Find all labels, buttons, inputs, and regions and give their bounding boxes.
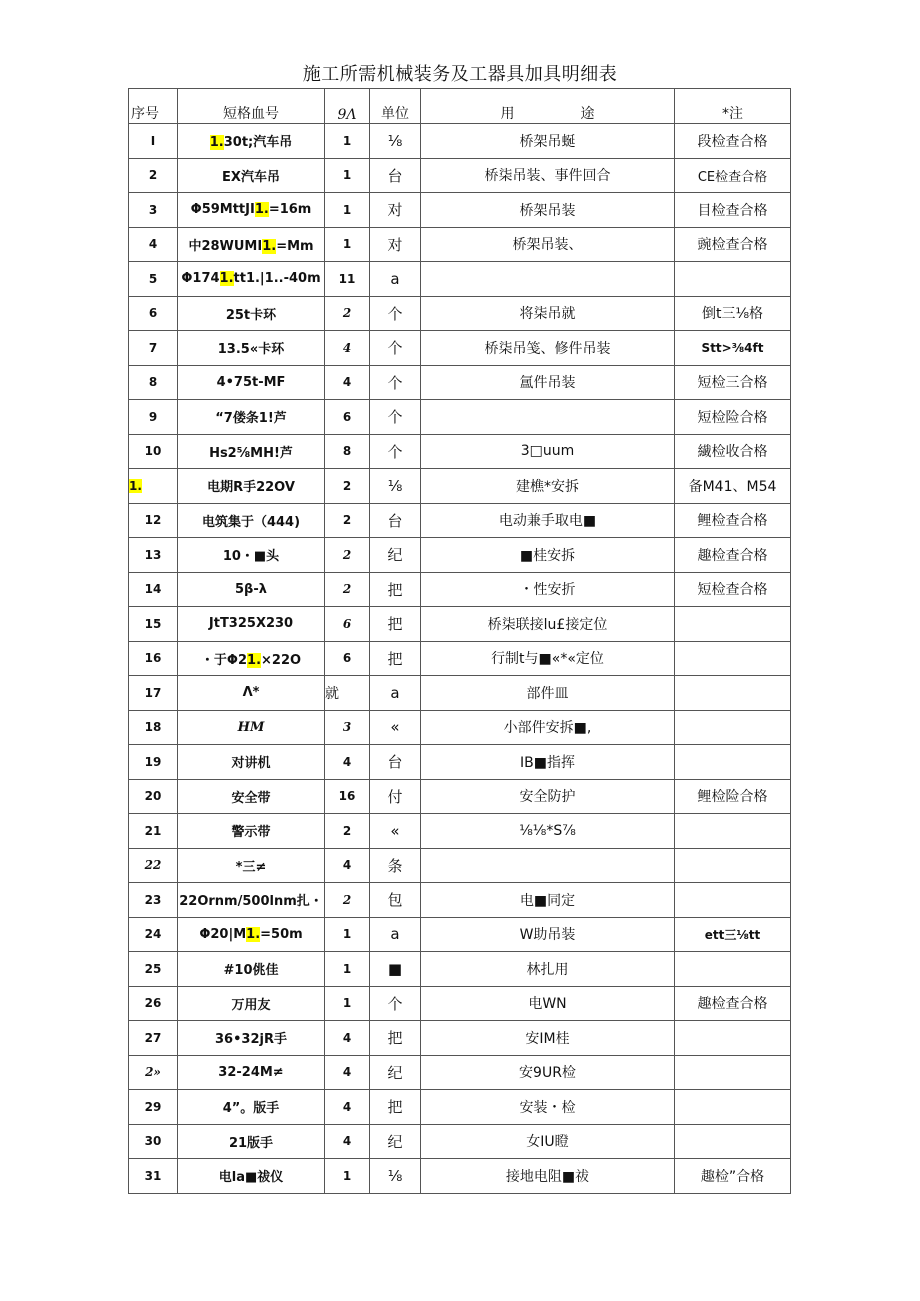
spec-text: 警示带 [231, 825, 271, 841]
cell-no: 20 [129, 779, 178, 814]
spec-text-suffix: =50m [260, 926, 303, 942]
cell-unit: 个 [370, 400, 421, 435]
cell-unit: 个 [370, 331, 421, 366]
spec-text: EX汽车吊 [222, 169, 280, 185]
cell-no [129, 469, 178, 504]
cell-qty: 8 [325, 434, 370, 469]
cell-unit: 把 [370, 572, 421, 607]
cell-no: 27 [129, 1021, 178, 1056]
cell-qty: 1 [325, 1159, 370, 1194]
table-row [129, 952, 791, 987]
cell-qty: 就 [325, 676, 370, 711]
spec-text: Λ* [242, 685, 260, 701]
cell-qty: 4 [325, 365, 370, 400]
cell-note [675, 262, 791, 297]
table-row [129, 296, 791, 331]
cell-note [675, 1055, 791, 1090]
header-note: *注 [675, 89, 791, 124]
cell-use: 女IU瞪 [421, 1124, 675, 1159]
cell-note: 短检三合格 [675, 365, 791, 400]
cell-no: 19 [129, 745, 178, 780]
spec-text-suffix: 30t;汽车吊 [223, 135, 293, 151]
spec-highlight: 1. [262, 238, 277, 254]
cell-spec [178, 745, 325, 780]
cell-spec [178, 469, 325, 504]
cell-unit: 台 [370, 503, 421, 538]
cell-spec [178, 124, 325, 159]
cell-unit: 台 [370, 158, 421, 193]
cell-spec [178, 952, 325, 987]
table-row [129, 262, 791, 297]
cell-qty: 1 [325, 124, 370, 159]
cell-note [675, 710, 791, 745]
cell-unit: ⅛ [370, 469, 421, 504]
spec-text: 电期R手22OV [207, 480, 295, 496]
cell-spec [178, 331, 325, 366]
table-row [129, 538, 791, 573]
cell-spec [178, 572, 325, 607]
cell-use: 电WN [421, 986, 675, 1021]
spec-text: 25t卡环 [225, 307, 277, 323]
table-row [129, 745, 791, 780]
table-row [129, 469, 791, 504]
spec-text: 对讲机 [231, 756, 271, 772]
cell-note: 段检查合格 [675, 124, 791, 159]
cell-qty: 2 [325, 814, 370, 849]
cell-spec [178, 779, 325, 814]
cell-note: 备M41、M54 [675, 469, 791, 504]
cell-no: 7 [129, 331, 178, 366]
cell-note: 趣检查合格 [675, 538, 791, 573]
cell-use: IB■指挥 [421, 745, 675, 780]
cell-use: 将柒吊就 [421, 296, 675, 331]
cell-unit: a [370, 262, 421, 297]
cell-no: 13 [129, 538, 178, 573]
cell-no: 18 [129, 710, 178, 745]
cell-use: ⅛⅛*S⅞ [421, 814, 675, 849]
cell-qty: 1 [325, 158, 370, 193]
cell-unit: 把 [370, 1090, 421, 1125]
cell-note: ett三⅛tt [675, 917, 791, 952]
cell-unit: 纪 [370, 1124, 421, 1159]
cell-note: 豌检查合格 [675, 227, 791, 262]
cell-note [675, 1090, 791, 1125]
cell-spec [178, 227, 325, 262]
spec-text: HM [237, 719, 265, 735]
cell-qty: 6 [325, 641, 370, 676]
cell-no: 5 [129, 262, 178, 297]
row-no-highlight: 1. [129, 478, 142, 493]
cell-qty: 4 [325, 1090, 370, 1125]
spec-text: 4”。版手 [222, 1101, 280, 1117]
table-row [129, 572, 791, 607]
table-row [129, 848, 791, 883]
spec-text: Φ20|M [199, 926, 247, 942]
spec-text: Φ59MttJI [190, 202, 255, 218]
cell-unit: 个 [370, 296, 421, 331]
spec-text: JtT325X230 [208, 616, 294, 632]
cell-no: 24 [129, 917, 178, 952]
spec-text: 21版手 [228, 1135, 274, 1151]
cell-unit: 台 [370, 745, 421, 780]
cell-unit: a [370, 676, 421, 711]
cell-note [675, 745, 791, 780]
cell-use: 林扎用 [421, 952, 675, 987]
cell-spec [178, 262, 325, 297]
table-row [129, 883, 791, 918]
cell-qty: 4 [325, 848, 370, 883]
table-row [129, 331, 791, 366]
cell-use: 安9UR检 [421, 1055, 675, 1090]
cell-qty: 2 [325, 572, 370, 607]
cell-unit: 付 [370, 779, 421, 814]
cell-unit: « [370, 710, 421, 745]
cell-spec [178, 814, 325, 849]
cell-use: 接地电阻■祓 [421, 1159, 675, 1194]
cell-no: 10 [129, 434, 178, 469]
cell-unit: 条 [370, 848, 421, 883]
cell-no: 22 [129, 848, 178, 883]
cell-spec [178, 607, 325, 642]
cell-spec [178, 641, 325, 676]
cell-no: 2 [129, 158, 178, 193]
cell-no: I [129, 124, 178, 159]
cell-unit: 纪 [370, 538, 421, 573]
cell-qty: 4 [325, 745, 370, 780]
cell-unit: 个 [370, 986, 421, 1021]
spec-highlight: 1. [247, 652, 262, 668]
page-title: 施工所需机械装务及工器具加具明细表 [302, 64, 618, 85]
cell-note: 鲤检查合格 [675, 503, 791, 538]
table-row [129, 814, 791, 849]
cell-spec [178, 1124, 325, 1159]
cell-qty: 2 [325, 503, 370, 538]
spec-highlight: 1. [219, 271, 234, 287]
cell-use [421, 262, 675, 297]
cell-unit: ■ [370, 952, 421, 987]
cell-spec [178, 1090, 325, 1125]
equipment-table [128, 88, 791, 1194]
cell-unit: 个 [370, 434, 421, 469]
cell-note: CE检查合格 [675, 158, 791, 193]
cell-qty: 2 [325, 469, 370, 504]
cell-use: 桥柒联接lu£接定位 [421, 607, 675, 642]
cell-note: 短检查合格 [675, 572, 791, 607]
table-row [129, 710, 791, 745]
cell-no: 26 [129, 986, 178, 1021]
spec-text: Φ174 [181, 271, 220, 287]
cell-spec [178, 158, 325, 193]
cell-spec [178, 296, 325, 331]
cell-note: 短检险合格 [675, 400, 791, 435]
cell-no: 25 [129, 952, 178, 987]
cell-use: 电■同定 [421, 883, 675, 918]
cell-unit: 对 [370, 193, 421, 228]
cell-use: 安全防护 [421, 779, 675, 814]
spec-text: 安全带 [231, 790, 271, 806]
spec-text: Hs2⅝MH!芦 [209, 445, 293, 461]
cell-unit: ⅛ [370, 1159, 421, 1194]
cell-note [675, 952, 791, 987]
spec-text: 电la■祓仪 [218, 1170, 284, 1186]
table-row [129, 607, 791, 642]
table-row [129, 193, 791, 228]
cell-spec [178, 676, 325, 711]
cell-use: 安装・检 [421, 1090, 675, 1125]
table-row [129, 227, 791, 262]
cell-unit: 个 [370, 365, 421, 400]
cell-qty: 2 [325, 296, 370, 331]
cell-note: 倒t三⅛格 [675, 296, 791, 331]
cell-spec [178, 1055, 325, 1090]
cell-qty: 6 [325, 400, 370, 435]
spec-text: 中28WUMI [188, 238, 263, 254]
cell-note: 目检查合格 [675, 193, 791, 228]
cell-unit: 对 [370, 227, 421, 262]
cell-note [675, 848, 791, 883]
cell-unit: 纪 [370, 1055, 421, 1090]
cell-unit: « [370, 814, 421, 849]
spec-text-suffix: =Mm [276, 238, 314, 254]
cell-qty: 4 [325, 331, 370, 366]
cell-qty: 1 [325, 227, 370, 262]
cell-qty: 6 [325, 607, 370, 642]
cell-qty: 1 [325, 986, 370, 1021]
cell-no: 23 [129, 883, 178, 918]
cell-use [421, 400, 675, 435]
cell-spec [178, 1159, 325, 1194]
cell-qty: 16 [325, 779, 370, 814]
cell-use: ・性安折 [421, 572, 675, 607]
spec-highlight: 1. [209, 135, 224, 151]
cell-spec [178, 883, 325, 918]
table-row [129, 400, 791, 435]
cell-use [421, 848, 675, 883]
cell-note: 繊检收合格 [675, 434, 791, 469]
cell-note [675, 607, 791, 642]
spec-text-suffix: tt1.|1..-40m [233, 271, 321, 287]
cell-no: 29 [129, 1090, 178, 1125]
spec-text: 36•32jR手 [215, 1032, 287, 1048]
cell-unit: 把 [370, 1021, 421, 1056]
cell-use: W助吊装 [421, 917, 675, 952]
spec-text: 10・■头 [222, 549, 280, 565]
table-row [129, 917, 791, 952]
cell-qty: 4 [325, 1124, 370, 1159]
cell-spec [178, 1021, 325, 1056]
cell-note: Stt>⅜4ft [675, 331, 791, 366]
spec-text: 13.5«卡环 [217, 342, 285, 358]
cell-qty: 2 [325, 538, 370, 573]
cell-qty: 1 [325, 917, 370, 952]
cell-use: 部件皿 [421, 676, 675, 711]
cell-note: 趣检查合格 [675, 986, 791, 1021]
table-row [129, 434, 791, 469]
header-unit: 单位 [370, 89, 421, 124]
table-body [129, 124, 791, 1194]
cell-use: 桥柒吊装、事件回合 [421, 158, 675, 193]
cell-note [675, 676, 791, 711]
cell-qty: 11 [325, 262, 370, 297]
cell-note: 鲤检险合格 [675, 779, 791, 814]
cell-note: 趣检”合格 [675, 1159, 791, 1194]
cell-no: 15 [129, 607, 178, 642]
cell-unit: 把 [370, 607, 421, 642]
table-row [129, 503, 791, 538]
cell-no: 3 [129, 193, 178, 228]
cell-use: 桥柒吊笺、修件吊装 [421, 331, 675, 366]
cell-qty: 1 [325, 952, 370, 987]
spec-text: 5β-λ [235, 581, 267, 597]
table-row [129, 641, 791, 676]
table-row [129, 365, 791, 400]
table-row [129, 1159, 791, 1194]
cell-unit: ⅛ [370, 124, 421, 159]
header-row [129, 89, 791, 124]
cell-qty: 2 [325, 883, 370, 918]
cell-use: 小部件安拆■, [421, 710, 675, 745]
spec-text: 4•75t-MF [216, 374, 286, 390]
cell-note [675, 641, 791, 676]
table-row [129, 779, 791, 814]
cell-use: 桥架吊蜒 [421, 124, 675, 159]
cell-use: 行制t与■«*«定位 [421, 641, 675, 676]
cell-spec [178, 400, 325, 435]
cell-note [675, 1124, 791, 1159]
spec-text: 电筑集于（444) [201, 514, 301, 530]
spec-text-suffix: ×22O [261, 652, 302, 668]
cell-no: 30 [129, 1124, 178, 1159]
spec-text: “7偻条1!芦 [215, 411, 287, 427]
cell-spec [178, 986, 325, 1021]
cell-use: 桥架吊装、 [421, 227, 675, 262]
cell-no: 17 [129, 676, 178, 711]
header-use-b: 途 [580, 106, 595, 122]
cell-spec [178, 365, 325, 400]
spec-text-suffix: =16m [268, 202, 312, 218]
table-row [129, 676, 791, 711]
table-row [129, 1090, 791, 1125]
spec-highlight: 1. [246, 926, 261, 942]
spec-text: 22Ornm/500lnm扎・ [179, 894, 323, 910]
cell-no: 4 [129, 227, 178, 262]
cell-unit: 把 [370, 641, 421, 676]
cell-note [675, 814, 791, 849]
table-row [129, 986, 791, 1021]
header-use-a: 用 [500, 106, 515, 122]
cell-use: 桥架吊装 [421, 193, 675, 228]
cell-use: 安IM桂 [421, 1021, 675, 1056]
table-row [129, 124, 791, 159]
spec-text: *三≠ [235, 859, 267, 875]
cell-no: 14 [129, 572, 178, 607]
cell-no: 31 [129, 1159, 178, 1194]
cell-spec [178, 193, 325, 228]
cell-no: 9 [129, 400, 178, 435]
cell-use: 氲件吊装 [421, 365, 675, 400]
cell-use: 建樵*安拆 [421, 469, 675, 504]
header-spec: 短格血号 [178, 89, 325, 124]
spec-text: #10佻佳 [223, 963, 279, 979]
cell-spec [178, 538, 325, 573]
cell-spec [178, 503, 325, 538]
header-no: 序号 [129, 89, 178, 124]
cell-unit: a [370, 917, 421, 952]
table-row [129, 1124, 791, 1159]
cell-note [675, 1021, 791, 1056]
cell-spec [178, 710, 325, 745]
table-row [129, 1021, 791, 1056]
cell-qty: 3 [325, 710, 370, 745]
spec-text: ・于Φ2 [200, 652, 248, 668]
cell-use: 3□uum [421, 434, 675, 469]
cell-qty: 4 [325, 1021, 370, 1056]
table-row [129, 1055, 791, 1090]
cell-qty: 1 [325, 193, 370, 228]
table-row [129, 158, 791, 193]
cell-unit: 包 [370, 883, 421, 918]
cell-no: 16 [129, 641, 178, 676]
cell-no: 2» [129, 1055, 178, 1090]
spec-text: 万用友 [231, 997, 271, 1013]
cell-qty: 4 [325, 1055, 370, 1090]
header-qty: 9Λ [325, 89, 370, 124]
header-use [421, 89, 675, 124]
cell-use: ■桂安拆 [421, 538, 675, 573]
spec-text: 32-24M≠ [218, 1064, 284, 1080]
cell-spec [178, 917, 325, 952]
cell-no: 12 [129, 503, 178, 538]
cell-spec [178, 434, 325, 469]
cell-note [675, 883, 791, 918]
spec-highlight: 1. [254, 202, 269, 218]
cell-no: 8 [129, 365, 178, 400]
cell-spec [178, 848, 325, 883]
cell-use: 电动兼手取电■ [421, 503, 675, 538]
cell-no: 6 [129, 296, 178, 331]
cell-no: 21 [129, 814, 178, 849]
